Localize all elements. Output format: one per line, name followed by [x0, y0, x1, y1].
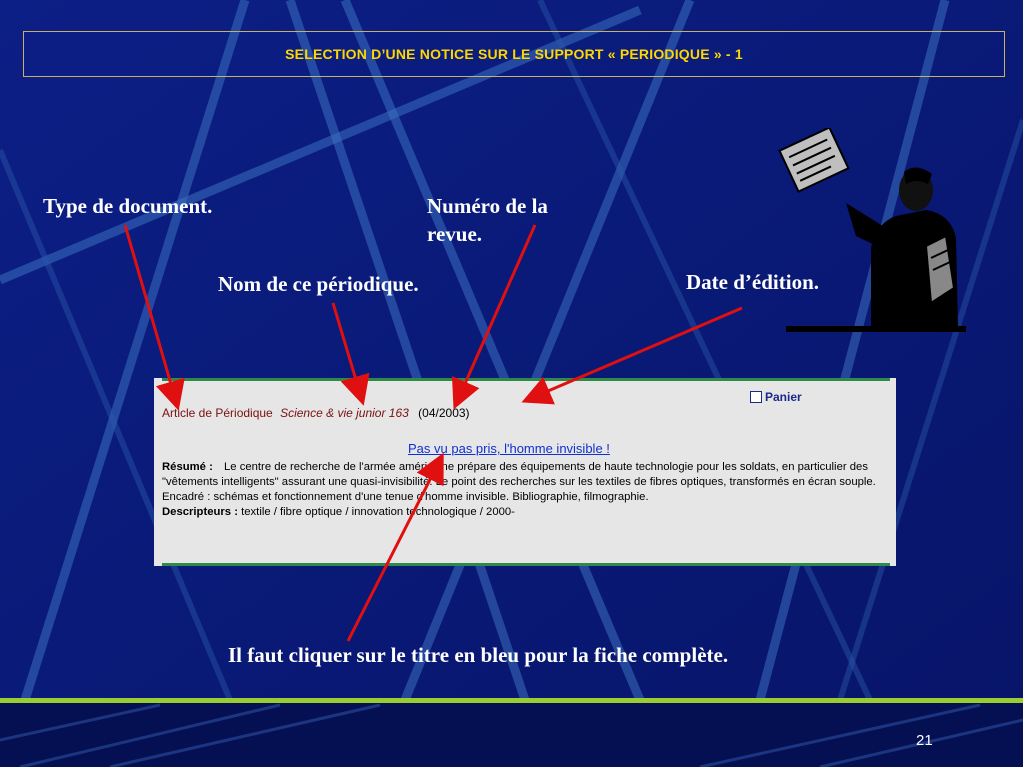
resume-label: Résumé :	[162, 461, 213, 473]
notice-doc-type: Article de Périodique	[162, 406, 273, 420]
descripteurs-label: Descripteurs :	[162, 506, 238, 518]
slide-title-box	[23, 31, 1005, 77]
notice-screenshot	[154, 378, 896, 566]
resume-text: Le centre de recherche de l'armée américaine prépare des équipements de haute technologie pour les soldats, en particulier des "vêtements intelligents" assurant une quasi-invisibilité. Le point des recherches sur les textiles de fibres optiques, transformés en écran souple. Encadré : schémas et fonctionnement d'une tenue d'homme invisible. Bibliographie, filmographie.	[162, 461, 876, 503]
panier-label: Panier	[765, 390, 802, 404]
label-type-document: Type de document.	[43, 194, 213, 218]
notice-title-link[interactable]: Pas vu pas pris, l'homme invisible !	[408, 441, 610, 456]
label-numero-revue	[427, 192, 548, 248]
label-numero-line2: revue.	[427, 222, 483, 246]
notice-resume	[162, 460, 886, 520]
notice-doc-line	[162, 406, 470, 420]
descripteurs-text: textile / fibre optique / innovation technologique / 2000-	[241, 506, 515, 518]
newspaper-reader-icon	[776, 128, 971, 338]
label-numero-line1: Numéro de la	[427, 194, 548, 218]
panier-checkbox[interactable]	[750, 390, 802, 404]
label-date-edition: Date d’édition.	[686, 270, 819, 294]
label-nom-periodique: Nom de ce périodique.	[218, 272, 419, 296]
notice-date: (04/2003)	[418, 406, 470, 420]
notice-top-bar	[162, 378, 890, 381]
notice-periodical-name: Science & vie junior 163	[280, 406, 409, 420]
label-click-hint: Il faut cliquer sur le titre en bleu pour la fiche complète.	[228, 643, 729, 667]
slide-title: SELECTION D’UNE NOTICE SUR LE SUPPORT « PERIODIQUE » - 1	[285, 46, 743, 62]
page-number: 21	[916, 732, 933, 749]
notice-bottom-bar	[162, 563, 890, 566]
checkbox-icon[interactable]	[750, 391, 762, 403]
